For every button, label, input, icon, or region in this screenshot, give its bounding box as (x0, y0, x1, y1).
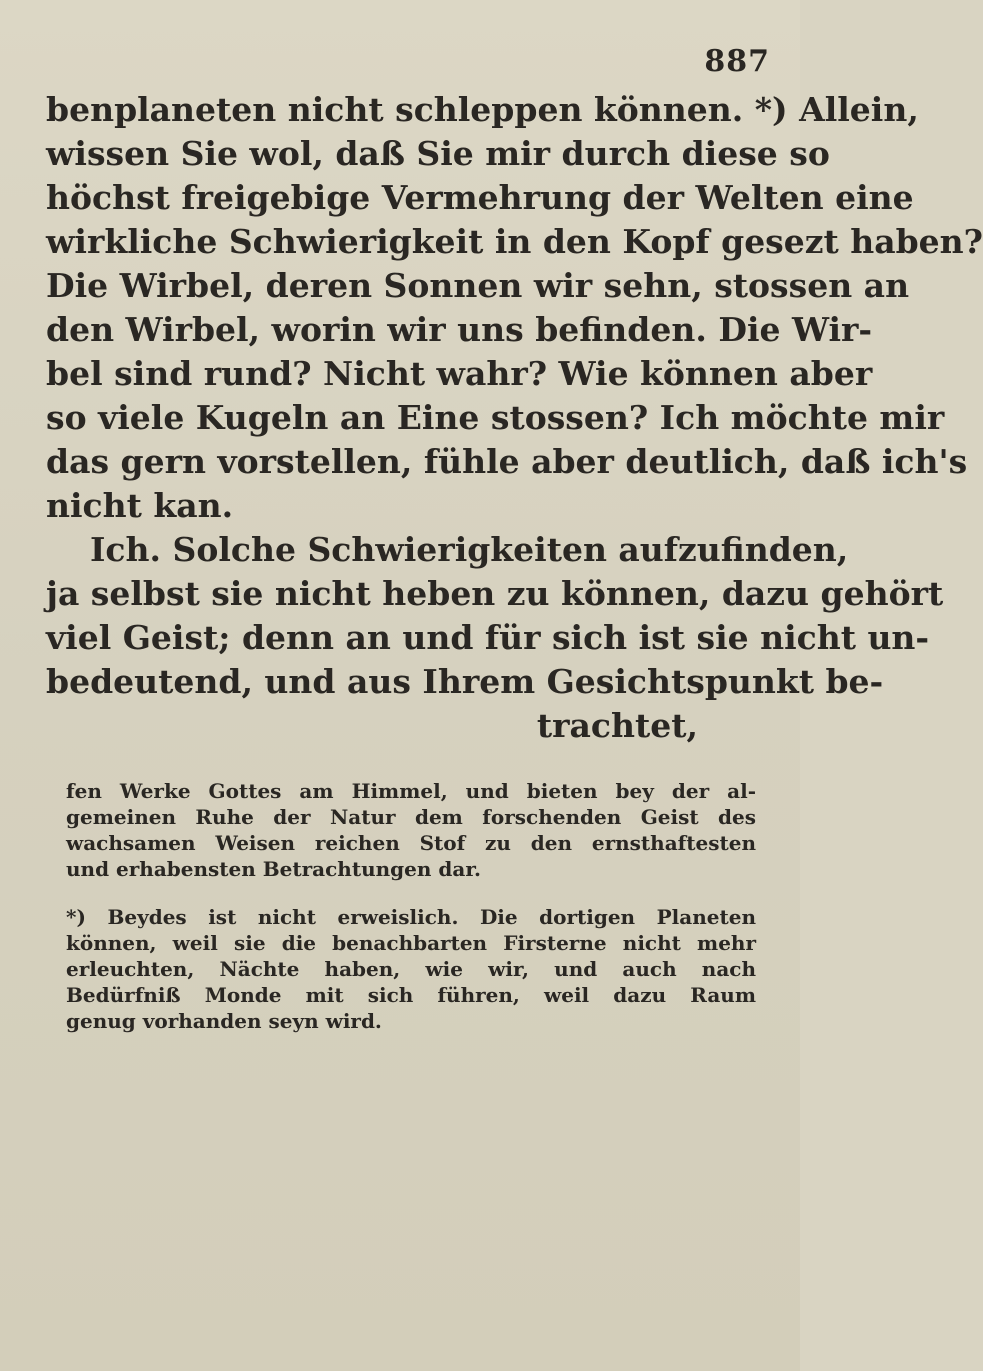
footnote-line: Bedürfniß Monde mit sich führen, weil dazu Raum (66, 983, 756, 1007)
main-text (46, 88, 983, 748)
text-line: wissen Sie wol, daß Sie mir durch diese so (46, 134, 830, 173)
text-line: Die Wirbel, deren Sonnen wir sehn, stossen an (46, 266, 910, 305)
footnote-line: fen Werke Gottes am Himmel, und bieten bey der al- (66, 779, 756, 803)
text-line: Ich. Solche Schwierigkeiten aufzufinden, (90, 530, 849, 569)
text-line: ja selbst sie nicht heben zu können, dazu gehört (46, 574, 944, 613)
footnote-line: gemeinen Ruhe der Natur dem forschenden Geist des (66, 805, 756, 829)
text-line: den Wirbel, worin wir uns befinden. Die Wir- (46, 310, 873, 349)
text-line: das gern vorstellen, fühle aber deutlich, daß ich's (46, 442, 968, 481)
footnote-line: genug vorhanden seyn wird. (66, 1009, 382, 1033)
footnote-line: und erhabensten Betrachtungen dar. (66, 857, 481, 881)
footnotes (66, 778, 756, 1034)
footnote-line: wachsamen Weisen reichen Stof zu den ernsthaftesten (66, 831, 756, 855)
text-line: viel Geist; denn an und für sich ist sie nicht un- (46, 618, 930, 657)
catchword: trachtet, (536, 706, 698, 745)
text-line: wirkliche Schwierigkeit in den Kopf gesezt haben? (46, 222, 983, 261)
text-line: so viele Kugeln an Eine stossen? Ich möchte mir (46, 398, 945, 437)
page-number: 887 (704, 44, 770, 79)
footnote (66, 904, 756, 1034)
text-line: bedeutend, und aus Ihrem Gesichtspunkt be- (46, 662, 884, 701)
footnote-line: erleuchten, Nächte haben, wie wir, und auch nach (66, 957, 756, 981)
footnote-line: *) Beydes ist nicht erweislich. Die dortigen Planeten (66, 905, 756, 929)
text-line: benplaneten nicht schleppen können. *) Allein, (46, 90, 919, 129)
text-line: nicht kan. (46, 486, 234, 525)
text-line: höchst freigebige Vermehrung der Welten eine (46, 178, 914, 217)
footnote-continuation (66, 778, 756, 882)
footnote-line: können, weil sie die benachbarten Firsterne nicht mehr (66, 931, 756, 955)
text-line: bel sind rund? Nicht wahr? Wie können aber (46, 354, 873, 393)
